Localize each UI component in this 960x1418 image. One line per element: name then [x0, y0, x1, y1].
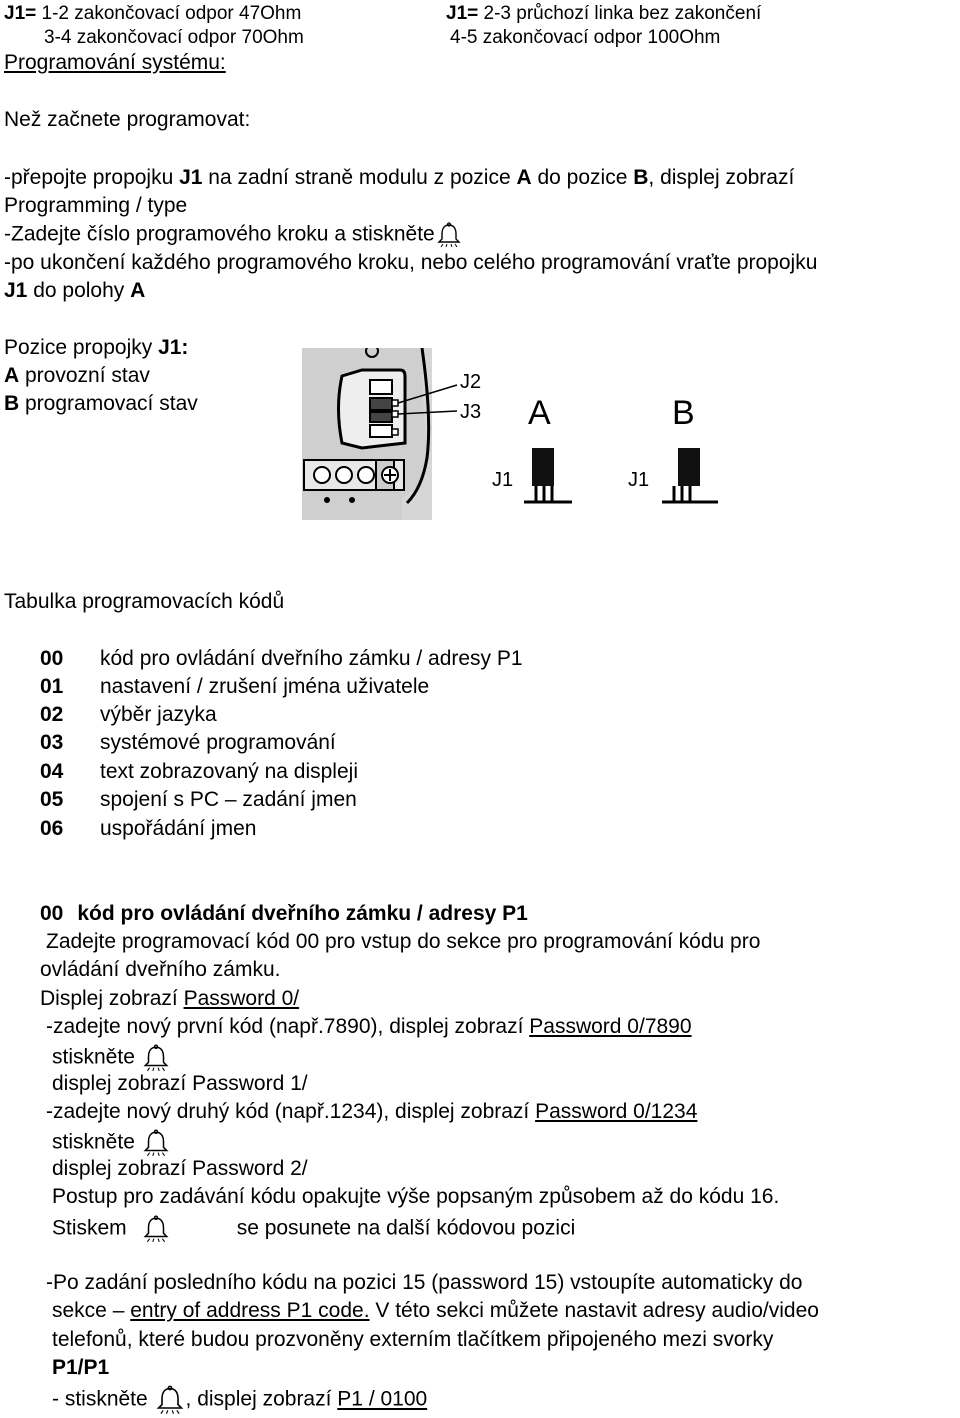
label-j2: J2	[460, 371, 482, 393]
bell-icon	[154, 1384, 186, 1416]
label-j1-a: J1	[492, 469, 514, 491]
bell-icon	[141, 1043, 171, 1073]
jumper-position-b	[662, 448, 718, 502]
jumper-position-a	[524, 448, 572, 502]
label-j1-b: J1	[628, 469, 650, 491]
list-item: 03 systémové programování	[40, 731, 336, 754]
header-line-2-left: 3-4 zakončovací odpor 70Ohm	[44, 27, 304, 48]
jumper-diagram	[302, 348, 722, 520]
section-00-p13: sekce – entry of address P1 code. V této sekci můžete nastavit adresy audio/video	[52, 1299, 819, 1322]
jumper-b: B programovací stav	[4, 392, 198, 415]
section-title: Programování systému:	[4, 51, 226, 74]
bell-icon	[435, 222, 463, 248]
label-j3: J3	[460, 401, 482, 423]
section-00-p14: telefonů, které budou prozvoněny externím tlačítkem připojeného mezi svorky	[52, 1328, 774, 1351]
label-a: A	[528, 394, 551, 432]
header-line-1-right: J1= 2-3 průchozí linka bez zakončení	[446, 3, 762, 24]
jumper-title: Pozice propojky J1:	[4, 336, 189, 359]
list-item: 04 text zobrazovaný na displeji	[40, 760, 358, 783]
instruction-line-5: J1 do polohy A	[4, 279, 146, 302]
section-00-p5: stiskněte	[52, 1043, 171, 1073]
section-00-p4: -zadejte nový první kód (např.7890), displej zobrazí Password 0/7890	[46, 1015, 692, 1038]
section-00-heading: 00 kód pro ovládání dveřního zámku / adresy P1	[40, 902, 528, 925]
instruction-line-1: -přepojte propojku J1 na zadní straně modulu z pozice A do pozice B, displej zobrazí	[4, 166, 795, 189]
section-00-p7: -zadejte nový druhý kód (např.1234), displej zobrazí Password 0/1234	[46, 1100, 698, 1123]
header-line-1-left: J1= 1-2 zakončovací odpor 47Ohm	[4, 3, 302, 24]
section-00-p11: Stiskem se posunete na další kódovou pozici	[52, 1214, 575, 1244]
label-b: B	[672, 394, 695, 432]
header-line-2-right: 4-5 zakončovací odpor 100Ohm	[450, 27, 721, 48]
section-00-p16: - stiskněte , displej zobrazí P1 / 0100	[52, 1384, 427, 1416]
instruction-line-2: Programming / type	[4, 194, 188, 217]
instruction-line-4: -po ukončení každého programového kroku, nebo celého programování vraťte propojku	[4, 251, 818, 274]
section-00-p9: displej zobrazí Password 2/	[52, 1157, 308, 1180]
list-item: 00 kód pro ovládání dveřního zámku / adresy P1	[40, 647, 523, 670]
section-00-p3: Displej zobrazí Password 0/	[40, 987, 300, 1010]
instruction-line-3: -Zadejte číslo programového kroku a stiskněte	[4, 222, 463, 248]
bell-icon	[141, 1128, 171, 1158]
section-00-p6: displej zobrazí Password 1/	[52, 1072, 308, 1095]
jumper-a: A provozní stav	[4, 364, 150, 387]
section-00-p12: -Po zadání posledního kódu na pozici 15 (password 15) vstoupíte automaticky do	[46, 1271, 803, 1294]
section-00-p2: ovládání dveřního zámku.	[40, 958, 281, 981]
list-item: 01 nastavení / zrušení jména uživatele	[40, 675, 430, 698]
before-title: Než začnete programovat:	[4, 108, 251, 131]
list-item: 05 spojení s PC – zadání jmen	[40, 788, 357, 811]
section-00-p8: stiskněte	[52, 1128, 171, 1158]
section-00-p1: Zadejte programovací kód 00 pro vstup do sekce pro programování kódu pro	[46, 930, 761, 953]
list-item: 02 výběr jazyka	[40, 703, 217, 726]
section-00-p15: P1/P1	[52, 1356, 110, 1379]
bell-icon	[141, 1214, 171, 1244]
list-item: 06 uspořádání jmen	[40, 817, 257, 840]
section-00-p10: Postup pro zadávání kódu opakujte výše popsaným způsobem až do kódu 16.	[52, 1185, 780, 1208]
table-title: Tabulka programovacích kódů	[4, 590, 285, 613]
